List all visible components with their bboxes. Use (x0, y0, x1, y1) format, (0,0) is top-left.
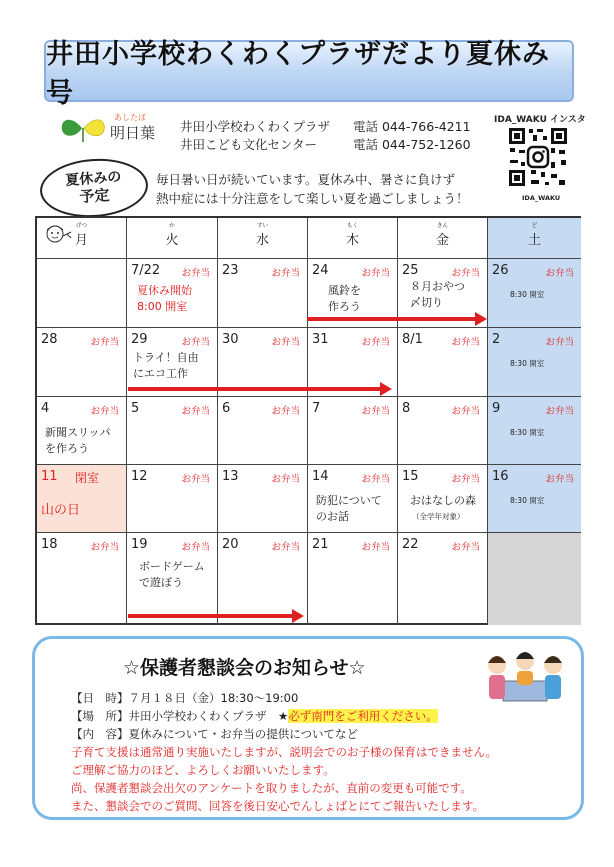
lunch-label: お弁当 (361, 406, 390, 417)
weekday-header-3 (308, 218, 398, 259)
arrow-head (380, 382, 392, 396)
calendar-day-cell (398, 397, 488, 465)
calendar-day-cell (37, 533, 127, 625)
weekday-header-5 (488, 218, 581, 259)
intro-line-2: 熱中症には十分注意をして楽しい夏を過ごしましょう！ (156, 191, 469, 206)
leaf-icon (60, 112, 108, 144)
calendar-day-cell (398, 328, 488, 397)
day-number: 5 (131, 401, 140, 416)
calendar-day-cell (488, 533, 581, 625)
event-note: 風鈴を 作ろう (328, 284, 361, 313)
day-number: 18 (41, 537, 58, 552)
weekday-ruby: もく (346, 222, 358, 229)
day-number: 8/1 (402, 332, 423, 347)
ashitaba-logo (60, 112, 170, 148)
weekday-label (527, 222, 541, 248)
lunch-label: お弁当 (451, 474, 480, 485)
day-number: 12 (131, 469, 148, 484)
day-number: 7 (312, 401, 321, 416)
day-number: 13 (222, 469, 239, 484)
notice-red-line-2: ご理解ご協力のほど、よろしくお願いいたします。 (71, 763, 335, 777)
notice-red-line-4: また、懇談会でのご質問、回答を後日安心でんしょばとにてご報告いたします。 (71, 799, 485, 813)
day-number: 26 (492, 263, 509, 278)
weekday-text: 火 (165, 232, 179, 248)
day-number: 29 (131, 332, 148, 347)
day-number: 21 (312, 537, 329, 552)
notice-title: ☆保護者懇談会のお知らせ☆ (123, 657, 366, 679)
weekday-text: 水 (255, 232, 269, 248)
calendar-day-cell (37, 397, 127, 465)
notice-place-highlight: 必ず南門をご利用ください。 (288, 709, 438, 723)
lunch-label: お弁当 (545, 268, 574, 279)
weekday-ruby: すい (256, 222, 268, 229)
calendar-day-cell (488, 328, 581, 397)
lunch-label: お弁当 (545, 406, 574, 417)
day-number: 7/22 (131, 263, 161, 278)
instagram-label: IDA_WAKU インスタ (494, 115, 586, 125)
weekday-ruby: げつ (75, 222, 87, 229)
event-note: おはなしの森 (410, 494, 476, 507)
calendar-day-cell (127, 397, 218, 465)
day-number: 20 (222, 537, 239, 552)
lunch-label: お弁当 (451, 337, 480, 348)
lunch-label: お弁当 (361, 337, 390, 348)
newsletter-title-banner (44, 39, 574, 109)
notice-place-text: 【場 所】井田小学校わくわくプラザ ★ (71, 709, 289, 723)
arrow-head (475, 312, 487, 326)
lunch-label: お弁当 (271, 337, 300, 348)
qr-caption: IDA_WAKU (522, 194, 561, 202)
day-number: 2 (492, 332, 501, 347)
lunch-label: お弁当 (545, 474, 574, 485)
lunch-label: お弁当 (90, 542, 119, 553)
weekday-ruby: ど (531, 222, 538, 229)
calendar-day-cell (37, 465, 127, 533)
day-number: 8 (402, 401, 411, 416)
opening-time: 8:30 開室 (510, 496, 545, 505)
day-number: 15 (402, 469, 419, 484)
lunch-label: お弁当 (545, 337, 574, 348)
calendar-day-cell (308, 397, 398, 465)
lunch-label: お弁当 (271, 268, 300, 279)
calendar-day-cell (218, 465, 308, 533)
weekday-label (165, 222, 179, 248)
calendar-day-cell (37, 259, 127, 328)
day-number: 25 (402, 263, 419, 278)
summer-schedule-bubble (38, 155, 150, 220)
lunch-label: お弁当 (451, 542, 480, 553)
day-number: 16 (492, 469, 509, 484)
calendar-day-cell (218, 397, 308, 465)
event-note: 新聞スリッパ を作ろう (45, 426, 111, 455)
child-icon (41, 222, 79, 250)
day-number: 28 (41, 332, 58, 347)
arrow-shaft (128, 614, 294, 618)
opening-time: 8:30 開室 (510, 428, 545, 437)
qr-code-icon[interactable] (507, 126, 569, 188)
weekday-label (345, 222, 359, 248)
contact-org-1: 井田小学校わくわくプラザ (180, 119, 331, 134)
calendar-day-cell (398, 533, 488, 625)
intro-line-1: 毎日暑い日が続いています。夏休み中、暑さに負けず (156, 172, 456, 187)
notice-red-line-1: 子育て支援は通常通り実施いたしますが、説明会でのお子様の保育はできません。 (71, 745, 498, 759)
lunch-label: お弁当 (271, 542, 300, 553)
day-number: 14 (312, 469, 329, 484)
span-arrow (307, 315, 487, 323)
audience-note: （全学年対象） (412, 512, 465, 521)
calendar-day-cell (398, 465, 488, 533)
day-number: 19 (131, 537, 148, 552)
notice-date: 【日 時】７月１８日（金）18:30～19:00 (71, 691, 299, 705)
event-note: ８月おやつ 〆切り (410, 280, 465, 309)
calendar-day-cell (488, 259, 581, 328)
day-number: 4 (41, 401, 50, 416)
arrow-shaft (128, 387, 382, 391)
logo-name: 明日葉 (110, 124, 156, 142)
calendar-day-cell (37, 328, 127, 397)
lunch-label: お弁当 (90, 406, 119, 417)
event-note: トライ！自由 にエコ工作 (133, 351, 199, 380)
day-number: 30 (222, 332, 239, 347)
parent-meeting-notice (32, 636, 584, 820)
holiday-label: 山の日 (41, 503, 81, 518)
weekday-header-4 (398, 218, 488, 259)
bubble-line-2: 予定 (78, 185, 111, 207)
lunch-label: お弁当 (451, 268, 480, 279)
weekday-header-1 (127, 218, 218, 259)
notice-red-line-3: 尚、保護者懇談会出欠のアンケートを取りましたが、直前の変更も可能です。 (71, 781, 472, 795)
lunch-label: お弁当 (181, 268, 210, 279)
opening-time: 8:30 開室 (510, 290, 545, 299)
day-number: 31 (312, 332, 329, 347)
calendar-day-cell (127, 259, 218, 328)
calendar-day-cell (488, 465, 581, 533)
event-note: 防犯について のお話 (316, 494, 382, 523)
weekday-text: 土 (527, 232, 541, 248)
lunch-label: お弁当 (361, 542, 390, 553)
lunch-label: お弁当 (181, 542, 210, 553)
lunch-label: お弁当 (451, 406, 480, 417)
weekday-header-2 (218, 218, 308, 259)
opening-time: 8:30 開室 (510, 359, 545, 368)
closed-label: 閉室 (75, 471, 100, 485)
day-number: 22 (402, 537, 419, 552)
day-number: 23 (222, 263, 239, 278)
lunch-label: お弁当 (271, 406, 300, 417)
day-number: 11 (41, 469, 58, 484)
calendar-day-cell (127, 465, 218, 533)
calendar-day-cell (218, 259, 308, 328)
notice-content: 【内 容】夏休みについて・お弁当の提供についてなど (71, 727, 359, 741)
arrow-head (292, 609, 304, 623)
span-arrow (128, 385, 392, 393)
weekday-label (435, 222, 449, 248)
day-number: 6 (222, 401, 231, 416)
lunch-label: お弁当 (181, 406, 210, 417)
contact-phone-2: 電話 044-752-1260 (353, 137, 471, 152)
weekday-text: 木 (345, 232, 359, 248)
span-arrow (128, 612, 304, 620)
contact-phone-1: 電話 044-766-4211 (353, 119, 471, 134)
calendar-grid (35, 216, 581, 625)
lunch-label: お弁当 (361, 268, 390, 279)
lunch-label: お弁当 (181, 337, 210, 348)
newsletter-title: 井田小学校わくわくプラザだより夏休み号 (46, 39, 550, 109)
event-note: 夏休み開始 8:00 開室 (137, 284, 192, 313)
contact-org-2: 井田こども文化センター (180, 137, 318, 152)
weekday-text: 金 (435, 232, 449, 248)
logo-ruby: あしたば (114, 113, 146, 122)
lunch-label: お弁当 (361, 474, 390, 485)
event-note: ボードゲーム で遊ぼう (139, 560, 205, 589)
calendar-day-cell (308, 533, 398, 625)
weekday-text: 月 (74, 232, 88, 248)
weekday-label (255, 222, 269, 248)
weekday-ruby: きん (436, 222, 448, 229)
day-number: 24 (312, 263, 329, 278)
people-meeting-icon (479, 647, 571, 705)
notice-place (71, 708, 438, 724)
lunch-label: お弁当 (181, 474, 210, 485)
lunch-label: お弁当 (90, 337, 119, 348)
bubble-line-1: 夏休みの (64, 169, 122, 189)
calendar-day-cell (488, 397, 581, 465)
arrow-shaft (307, 317, 477, 321)
weekday-ruby: か (169, 222, 175, 229)
lunch-label: お弁当 (271, 474, 300, 485)
calendar-day-cell (308, 465, 398, 533)
day-number: 9 (492, 401, 501, 416)
